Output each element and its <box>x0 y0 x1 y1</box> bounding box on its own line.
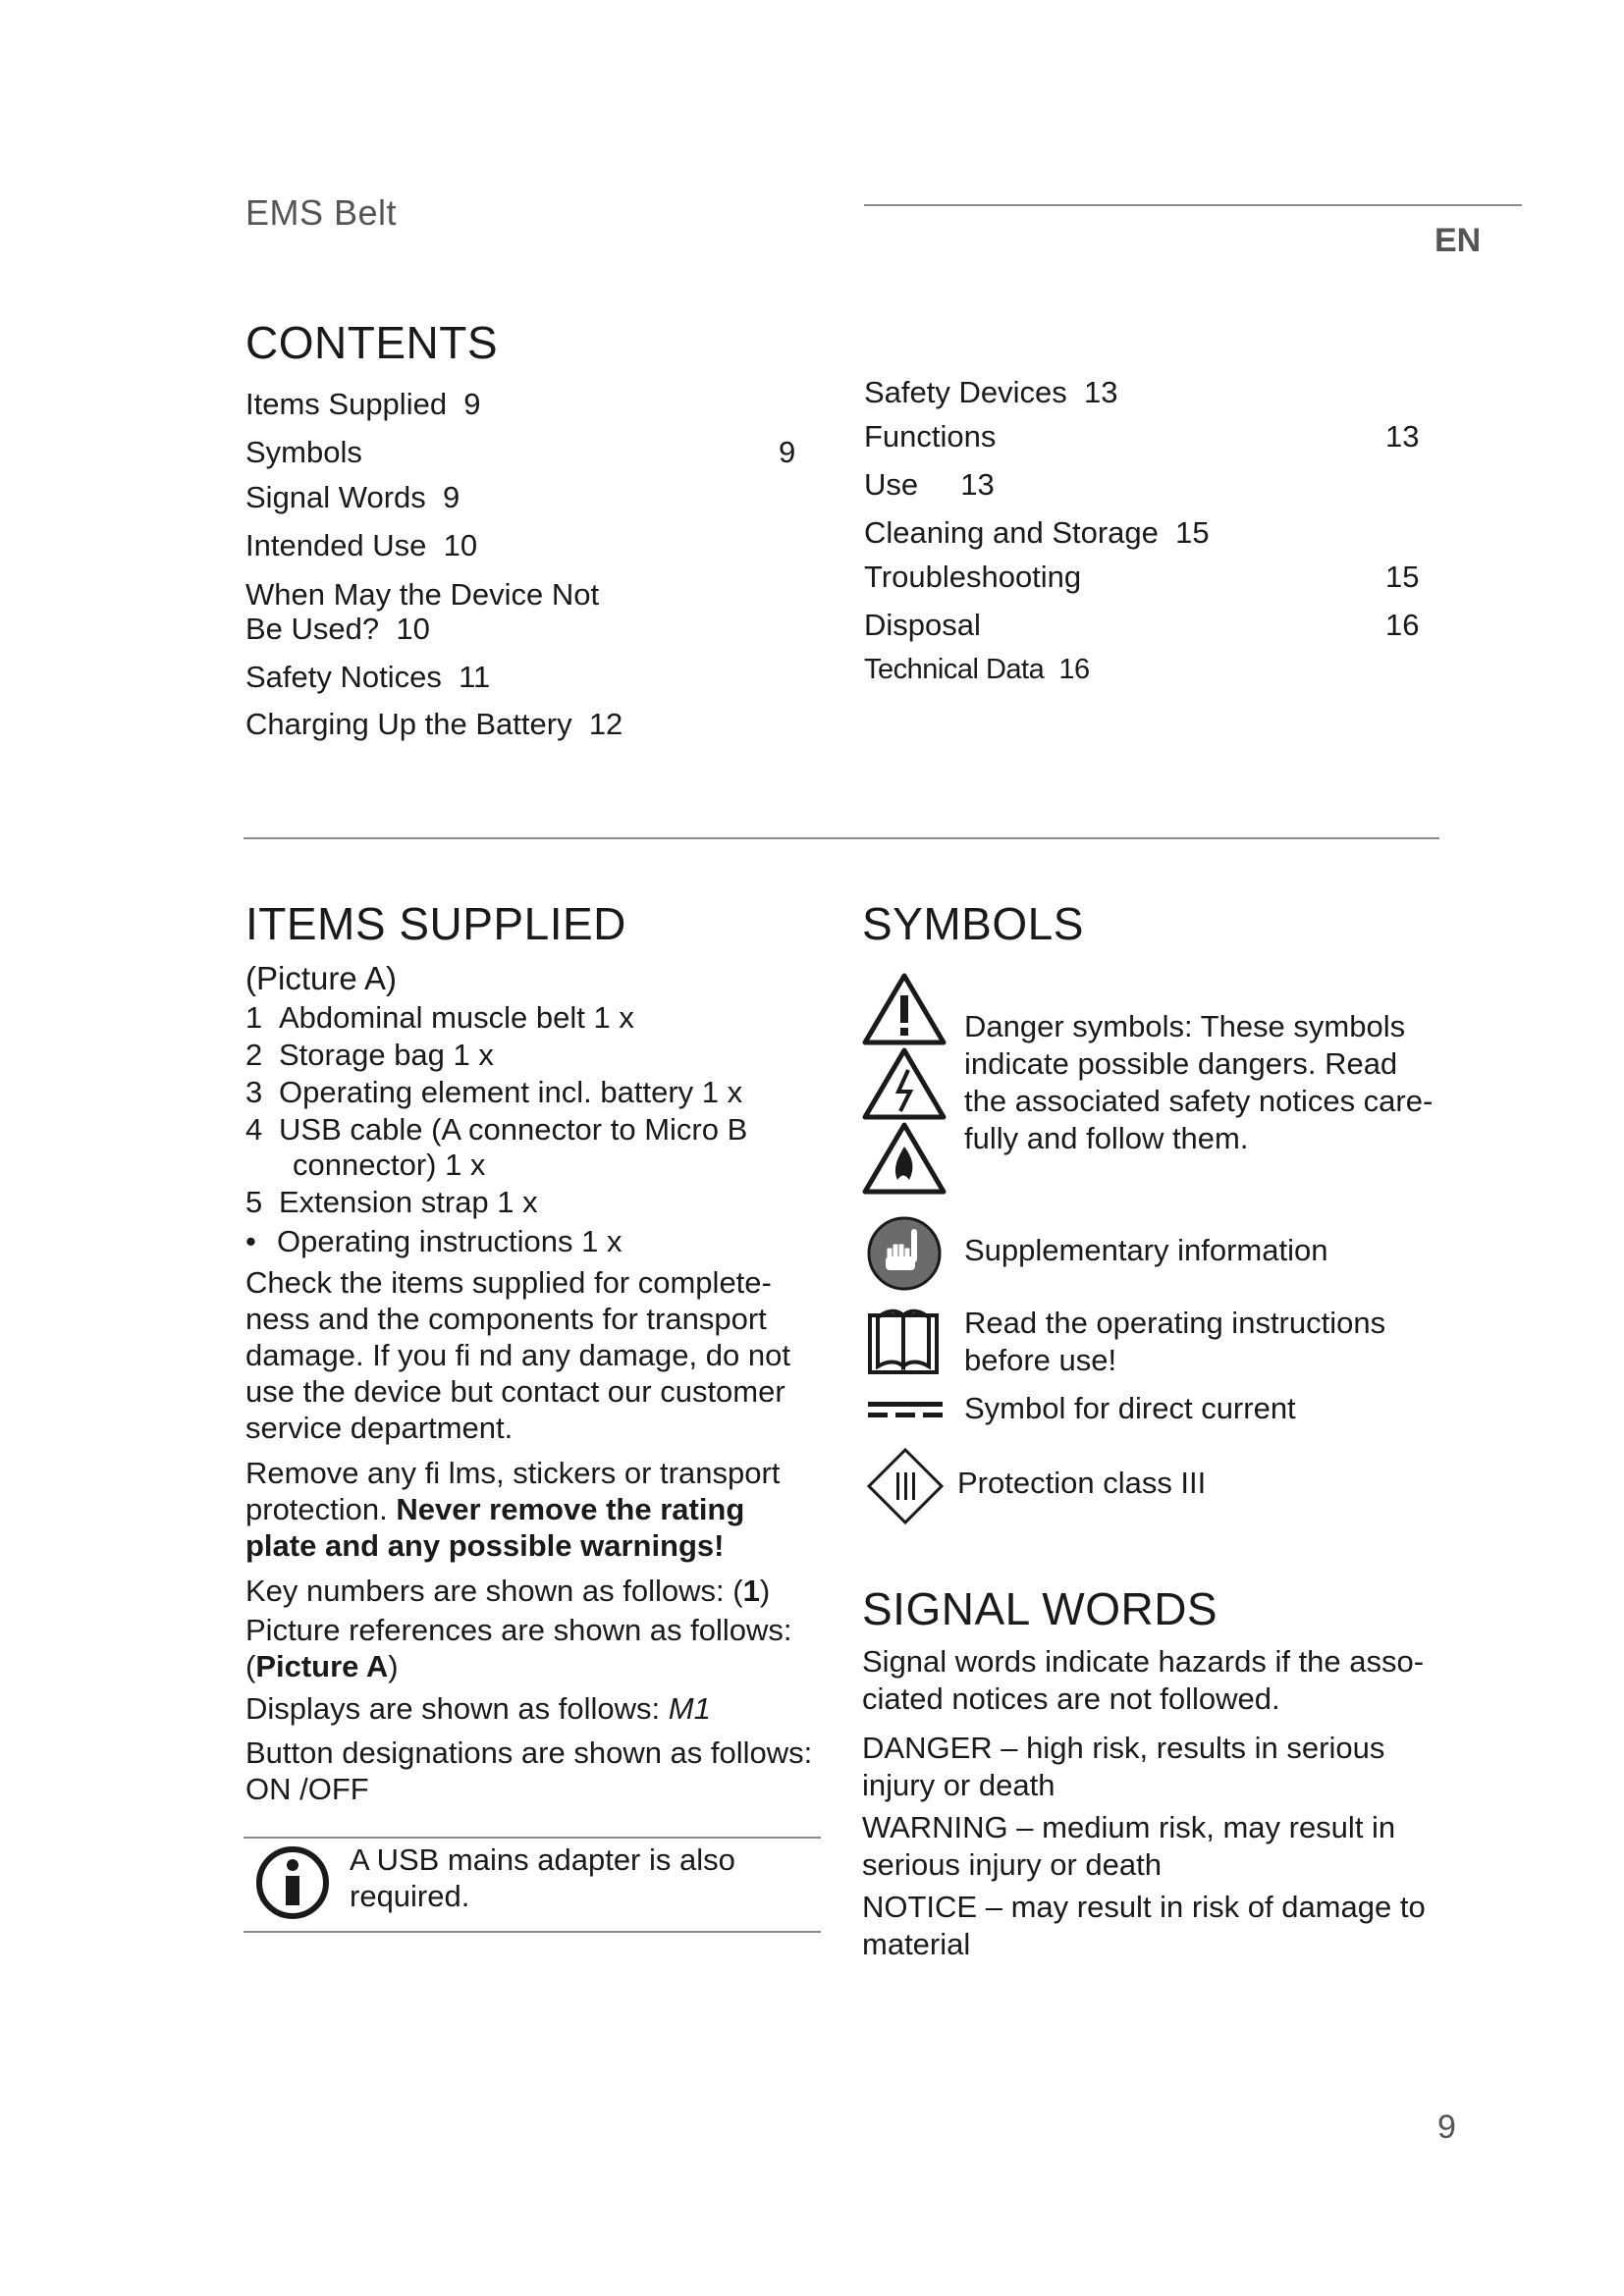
text-line: required. <box>350 1879 470 1913</box>
text-line <box>245 1648 792 1684</box>
text-line: use the device but contact our customer <box>245 1374 785 1409</box>
text-line <box>245 1491 835 1527</box>
note-text <box>350 1842 811 1914</box>
text-line: Button designations are shown as follows: <box>245 1735 813 1770</box>
toc-page: 15 <box>1385 560 1420 594</box>
signal-word-warning <box>862 1809 1395 1884</box>
display-example: M1 <box>668 1691 711 1726</box>
note-top-rule <box>244 1837 821 1839</box>
toc-label: Be Used? <box>245 612 380 646</box>
toc-page: 13 <box>1385 419 1420 454</box>
item-number: 4 <box>245 1112 263 1147</box>
displays-line <box>245 1690 711 1727</box>
text-line: WARNING – medium risk, may result in <box>862 1810 1396 1844</box>
toc-item-safety-devices[interactable] <box>864 375 1117 410</box>
item-text: Abdominal muscle belt 1 x <box>279 1000 634 1035</box>
fire-hazard-icon <box>865 1125 944 1192</box>
toc-label: When May the Device Not <box>245 577 600 612</box>
signal-words-intro <box>862 1643 1424 1718</box>
read-instructions-text <box>964 1305 1385 1379</box>
toc-page: 12 <box>588 707 623 741</box>
text-span: Key numbers are shown as follows: ( <box>245 1574 743 1608</box>
page-number: 9 <box>1437 2109 1456 2146</box>
toc-label: Intended Use <box>245 528 427 562</box>
toc-item-charging[interactable] <box>245 707 623 742</box>
toc-item-signal-words[interactable] <box>245 480 460 515</box>
remove-paragraph <box>245 1455 835 1564</box>
item-text: connector) 1 x <box>293 1148 486 1182</box>
check-paragraph <box>245 1264 835 1446</box>
text-line: Picture references are shown as follows: <box>245 1613 792 1647</box>
toc-page: 10 <box>443 528 478 562</box>
toc-page: 11 <box>459 660 491 694</box>
toc-item-when-not-used[interactable] <box>245 577 599 613</box>
text-line: service department. <box>245 1411 514 1445</box>
picture-refs-line <box>245 1612 792 1684</box>
text-line: Remove any fi lms, stickers or transport <box>245 1456 781 1490</box>
item-text: Operating element incl. battery 1 x <box>279 1075 743 1109</box>
text-line: serious injury or death <box>862 1847 1162 1882</box>
key-number-example: 1 <box>742 1574 760 1608</box>
toc-label: Functions <box>864 419 997 454</box>
text-span: ) <box>759 1574 771 1608</box>
toc-label: Cleaning and Storage <box>864 515 1159 550</box>
toc-label: Symbols <box>245 435 362 469</box>
text-span: ) <box>388 1649 399 1683</box>
list-item <box>245 1223 623 1260</box>
toc-page: 16 <box>1385 608 1420 642</box>
text-line: the associated safety notices care- <box>964 1084 1434 1118</box>
text-line: Check the items supplied for complete- <box>245 1265 772 1300</box>
buttons-line <box>245 1735 812 1807</box>
toc-page: 13 <box>960 467 995 502</box>
danger-symbols-icon-group <box>862 972 947 1198</box>
text-line <box>245 1527 835 1564</box>
info-icon <box>253 1843 332 1922</box>
protection-class-iii-icon <box>866 1447 945 1525</box>
toc-page: 10 <box>396 612 430 646</box>
item-bullet: • <box>245 1224 256 1258</box>
signal-word-danger <box>862 1730 1384 1804</box>
text-line: Danger symbols: These symbols <box>964 1009 1406 1043</box>
text-line: indicate possible dangers. Read <box>964 1046 1398 1081</box>
toc-label: Safety Devices <box>864 375 1067 409</box>
toc-item-functions[interactable] <box>864 419 996 454</box>
language-label: EN <box>1435 222 1482 259</box>
text-span: ( <box>245 1649 256 1683</box>
note-bottom-rule <box>244 1931 821 1933</box>
direct-current-text: Symbol for direct current <box>964 1391 1296 1425</box>
signal-words-heading: SIGNAL WORDS <box>862 1583 1218 1634</box>
symbols-heading: SYMBOLS <box>862 898 1084 949</box>
supplementary-info-icon <box>866 1215 943 1292</box>
item-number: 2 <box>245 1038 263 1072</box>
button-example: ON /OFF <box>245 1772 369 1806</box>
text-line: before use! <box>964 1343 1117 1377</box>
toc-page: 9 <box>779 435 796 469</box>
list-item <box>245 1111 748 1148</box>
text-line: NOTICE – may result in risk of damage to <box>862 1890 1426 1924</box>
item-number: 3 <box>245 1075 263 1109</box>
text-line: material <box>862 1927 971 1961</box>
item-text: Operating instructions 1 x <box>277 1224 623 1258</box>
toc-item-technical-data[interactable] <box>864 652 1090 687</box>
toc-item-intended-use[interactable] <box>245 528 477 563</box>
toc-label: Technical Data <box>864 654 1045 685</box>
text-line: ciated notices are not followed. <box>862 1682 1280 1716</box>
toc-item-disposal[interactable] <box>864 608 981 643</box>
list-item <box>245 1074 743 1111</box>
electric-hazard-icon <box>865 1050 944 1117</box>
key-numbers-line <box>245 1573 770 1609</box>
toc-page: 9 <box>443 480 460 514</box>
item-text: Storage bag 1 x <box>279 1038 494 1072</box>
book-icon <box>864 1308 943 1376</box>
protection-class-text: Protection class III <box>957 1466 1207 1500</box>
toc-label: Signal Words <box>245 480 426 514</box>
toc-page: 9 <box>463 387 481 421</box>
toc-page: 13 <box>1084 375 1118 409</box>
warning-text: Never remove the rating <box>396 1492 745 1526</box>
picture-reference: (Picture A) <box>245 960 398 996</box>
toc-item-cleaning[interactable] <box>864 515 1210 551</box>
text-line: Read the operating instructions <box>964 1306 1386 1340</box>
toc-label: Safety Notices <box>245 660 442 694</box>
warning-triangle-icon <box>865 976 944 1042</box>
item-number: 5 <box>245 1185 263 1219</box>
text-line: damage. If you fi nd any damage, do not <box>245 1338 790 1372</box>
toc-label: Items Supplied <box>245 387 448 421</box>
list-item <box>245 1037 494 1074</box>
header-rule <box>864 204 1522 206</box>
toc-item-safety-notices[interactable] <box>245 660 490 695</box>
list-item <box>245 999 634 1037</box>
text-line: injury or death <box>862 1768 1056 1802</box>
toc-item-items-supplied[interactable] <box>245 387 481 422</box>
list-item <box>245 1184 538 1221</box>
text-line: ness and the components for transport <box>245 1302 767 1336</box>
toc-item-use[interactable] <box>864 467 995 503</box>
toc-label: Use <box>864 467 919 502</box>
items-supplied-heading: ITEMS SUPPLIED <box>245 898 626 949</box>
picture-ref-example: Picture A <box>255 1649 389 1683</box>
toc-page: 15 <box>1175 515 1210 550</box>
text-line: Signal words indicate hazards if the asso- <box>862 1644 1425 1679</box>
toc-label: Disposal <box>864 608 981 642</box>
supplementary-info-text: Supplementary information <box>964 1233 1328 1267</box>
danger-symbols-text <box>964 1008 1475 1157</box>
text-span: Displays are shown as follows: <box>245 1691 661 1726</box>
contents-divider <box>244 837 1439 839</box>
item-number: 1 <box>245 1000 263 1035</box>
list-item-continuation <box>293 1147 485 1184</box>
text-line: fully and follow them. <box>964 1121 1249 1155</box>
text-line: A USB mains adapter is also <box>350 1842 735 1877</box>
text-span: protection. <box>245 1492 388 1526</box>
item-text: USB cable (A connector to Micro B <box>279 1112 748 1147</box>
text-line: DANGER – high risk, results in serious <box>862 1731 1385 1765</box>
toc-item-troubleshooting[interactable] <box>864 560 1081 595</box>
signal-word-notice <box>862 1889 1426 1963</box>
toc-item-when-not-used-line2[interactable] <box>245 612 430 647</box>
contents-heading: CONTENTS <box>245 317 498 368</box>
toc-item-symbols[interactable] <box>245 435 362 470</box>
direct-current-icon <box>866 1398 945 1421</box>
item-text: Extension strap 1 x <box>279 1185 538 1219</box>
toc-label: Charging Up the Battery <box>245 707 572 741</box>
toc-page: 16 <box>1058 654 1090 685</box>
document-title: EMS Belt <box>245 192 398 233</box>
warning-text: plate and any possible warnings! <box>245 1528 725 1563</box>
toc-label: Troubleshooting <box>864 560 1082 594</box>
